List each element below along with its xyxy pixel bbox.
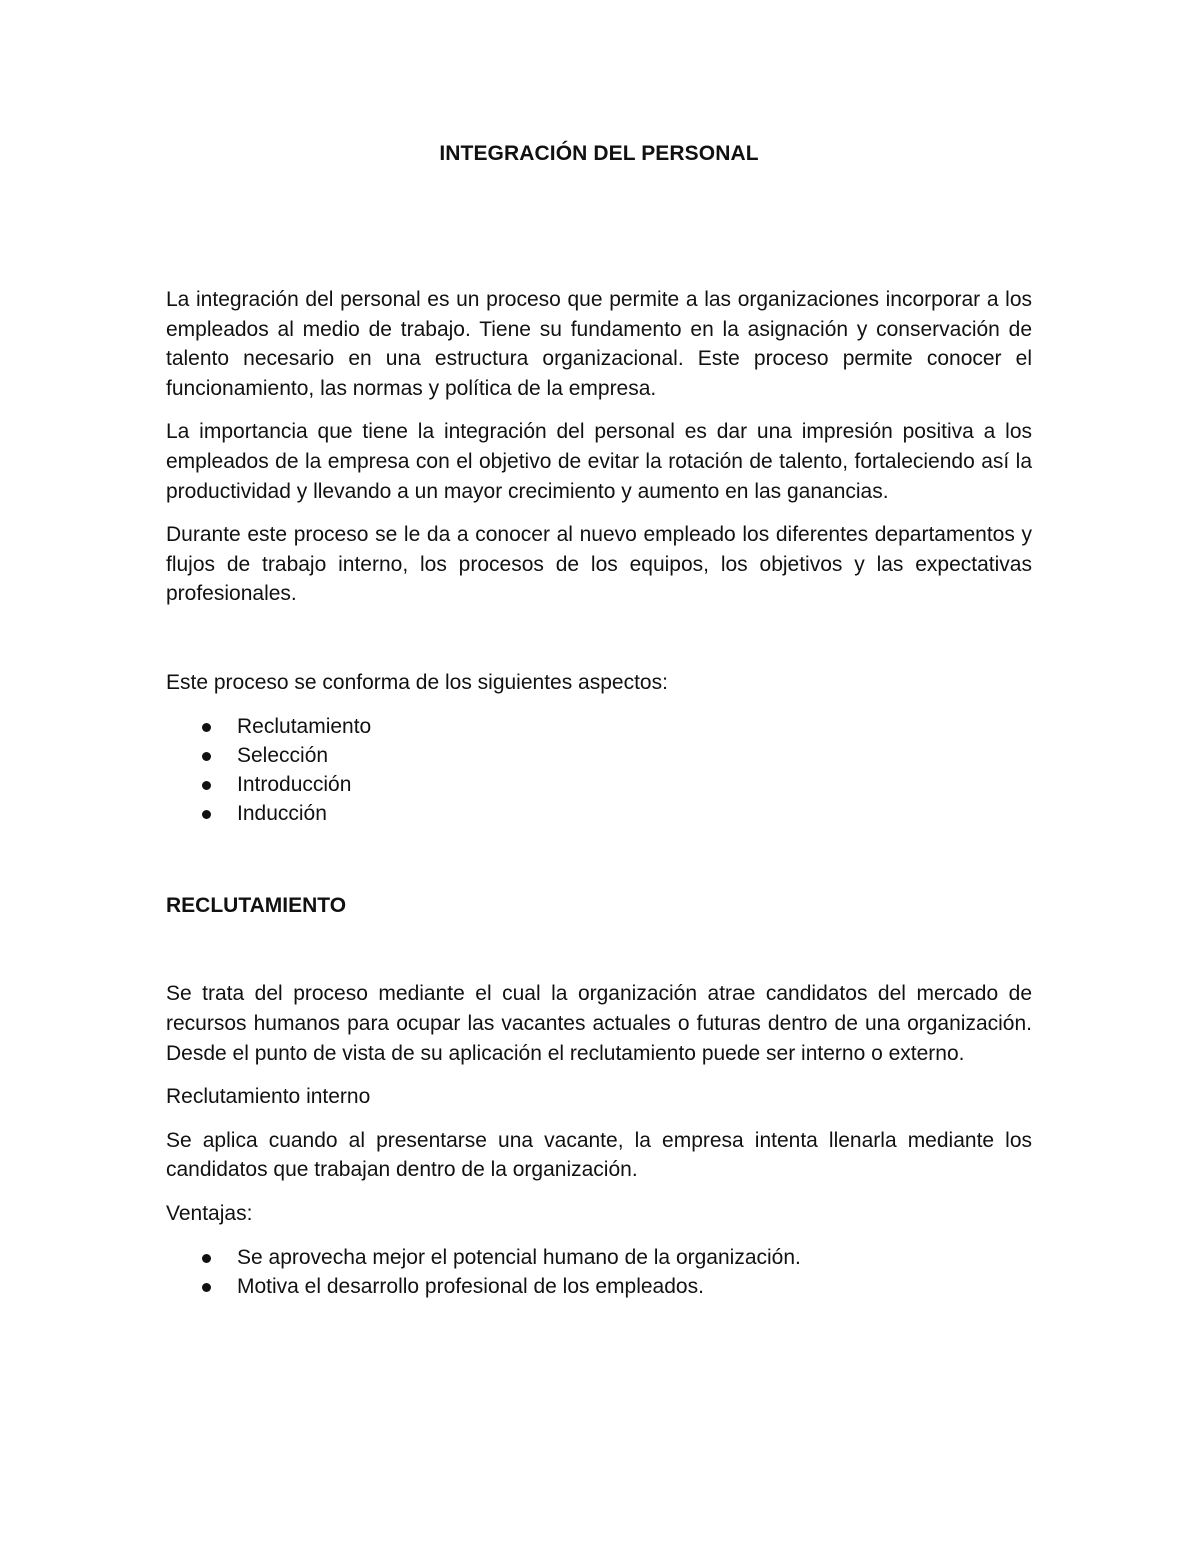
aspect-label: Selección (237, 743, 329, 767)
list-item (166, 770, 1032, 799)
document-content (166, 138, 1032, 1301)
spacer (166, 170, 1032, 285)
intro-paragraph-2: La importancia que tiene la integración del personal es dar una impresión positiva a los empleados de la empresa con el objetivo de evitar la rotación de talento, fortaleciendo así la productividad y llevando a un mayor crecimiento y aumento en las ganancias. (166, 420, 1032, 503)
section-heading: RECLUTAMIENTO (166, 894, 347, 918)
list-item (166, 741, 1032, 770)
bullet-icon (202, 723, 211, 732)
aspect-label: Inducción (237, 802, 327, 826)
intro-paragraph-1: La integración del personal es un proceso que permite a las organizaciones incorporar a los empleados al medio de trabajo. Tiene su fundamento en la asignación y conservación de talento necesario en una estructura organizacional. Este proceso permite conocer el funcionamiento, las normas y política de la empresa. (166, 288, 1032, 400)
advantages-label: Ventajas: (166, 1201, 253, 1225)
document-title: INTEGRACIÓN DEL PERSONAL (439, 142, 759, 165)
bullet-icon (202, 752, 211, 761)
aspects-list (166, 712, 1032, 829)
bullet-icon (202, 1283, 211, 1292)
bullet-icon (202, 810, 211, 819)
section-sub-paragraph: Se aplica cuando al presentarse una vacante, la empresa intenta llenarla mediante los candidatos que trabajan dentro de la organización. (166, 1128, 1032, 1182)
section-subheading: Reclutamiento interno (166, 1085, 371, 1109)
list-item (166, 799, 1032, 828)
intro-paragraph-3: Durante este proceso se le da a conocer al nuevo empleado los diferentes departamentos y flujos de trabajo interno, los procesos de los equipos, los objetivos y las expectativas profesionales. (166, 523, 1032, 606)
aspects-intro: Este proceso se conforma de los siguientes aspectos: (166, 670, 668, 694)
advantage-text: Motiva el desarrollo profesional de los empleados. (237, 1274, 704, 1298)
list-item (166, 1243, 1032, 1272)
aspect-label: Introducción (237, 772, 352, 796)
bullet-icon (202, 781, 211, 790)
list-item (166, 712, 1032, 741)
advantage-text: Se aprovecha mejor el potencial humano de la organización. (237, 1245, 801, 1269)
bullet-icon (202, 1254, 211, 1263)
aspect-label: Reclutamiento (237, 714, 372, 738)
section-paragraph: Se trata del proceso mediante el cual la organización atrae candidatos del mercado de recursos humanos para ocupar las vacantes actuales o futuras dentro de una organización. Desde el punto de vista de su aplicación el reclutamiento puede ser interno o externo. (166, 982, 1032, 1065)
list-item (166, 1272, 1032, 1301)
advantages-list (166, 1243, 1032, 1301)
